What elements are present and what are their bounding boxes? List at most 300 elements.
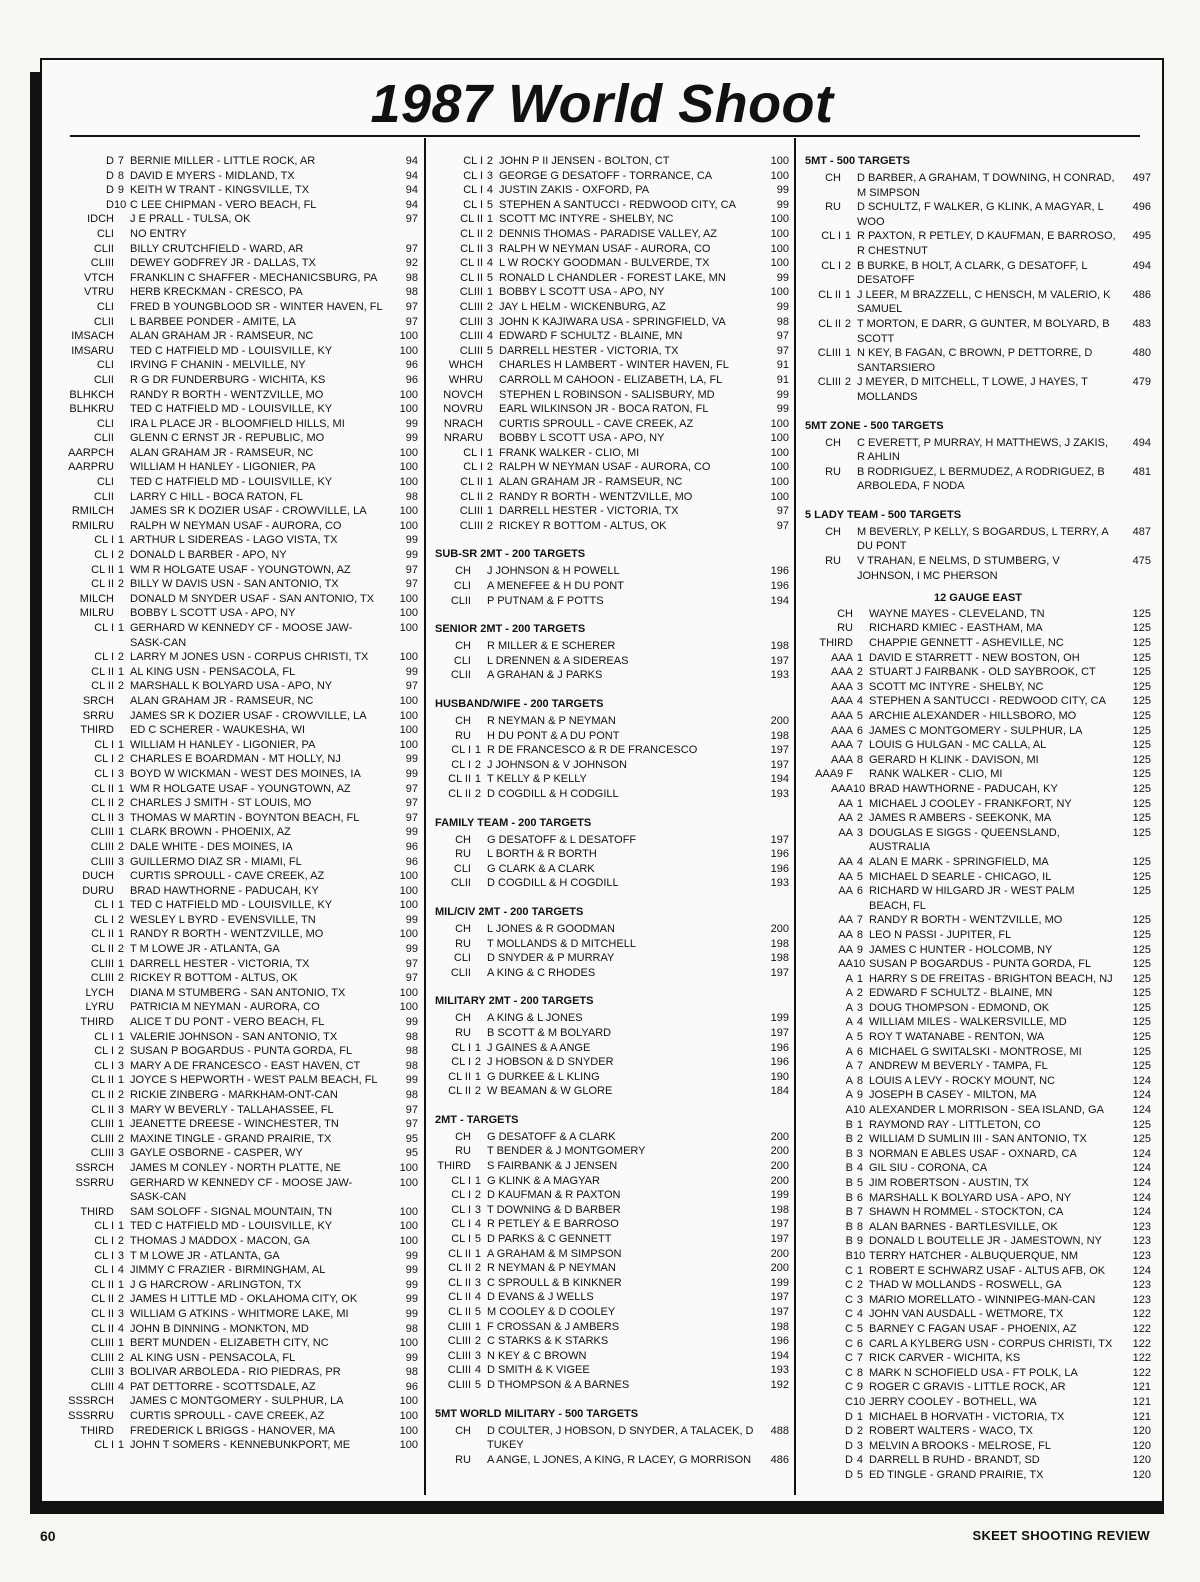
score: 99 xyxy=(405,767,418,780)
result-row xyxy=(435,862,789,877)
place-number: 2 xyxy=(474,1262,481,1275)
class-label: B xyxy=(845,1133,853,1146)
shooter-name: A GRAHAN & J PARKS xyxy=(487,669,603,682)
place-number: 7 xyxy=(117,155,124,167)
shooter-name: R NEYMAN & P NEYMAN xyxy=(487,715,616,727)
class-label: CLIII xyxy=(90,855,114,868)
result-row xyxy=(805,870,1151,885)
class-code xyxy=(805,986,863,1001)
result-row xyxy=(66,1424,418,1439)
result-row xyxy=(435,758,789,773)
place-number: 2 xyxy=(856,812,863,825)
result-row xyxy=(805,229,1151,258)
place-number: 4 xyxy=(486,330,493,343)
place-number: 4 xyxy=(486,257,493,270)
shooter-name: JEANETTE DREESE - WINCHESTER, TN xyxy=(130,1118,339,1131)
class-code xyxy=(66,709,124,724)
result-row xyxy=(435,729,789,744)
score: 100 xyxy=(399,519,418,532)
result-row xyxy=(66,1030,418,1045)
class-label: D xyxy=(106,184,114,197)
result-row xyxy=(435,358,789,373)
class-label: D xyxy=(845,1468,853,1481)
class-label: AAA xyxy=(830,666,853,679)
score: 124 xyxy=(1132,1074,1151,1087)
place-number xyxy=(471,729,481,744)
shooter-name: DARRELL HESTER - VICTORIA, TX xyxy=(499,344,679,357)
result-row xyxy=(66,1161,418,1176)
shooter-name: BOLIVAR ARBOLEDA - RIO PIEDRAS, PR xyxy=(130,1366,341,1379)
event-heading: 5MT ZONE - 500 TARGETS xyxy=(805,419,944,432)
class-code xyxy=(66,563,124,578)
place-number xyxy=(114,227,124,242)
class-code xyxy=(435,1453,481,1468)
class-code xyxy=(66,606,124,621)
event-heading: HUSBAND/WIFE - 200 TARGETS xyxy=(435,698,604,710)
class-label: CLII xyxy=(93,242,114,255)
class-code xyxy=(435,519,493,534)
result-row xyxy=(66,694,418,709)
place-number xyxy=(471,1159,481,1174)
place-number: 10 xyxy=(853,782,866,795)
result-row xyxy=(66,1351,418,1366)
class-label: CLI xyxy=(96,359,114,372)
event-heading: SENIOR 2MT - 200 TARGETS xyxy=(435,623,586,636)
result-row xyxy=(435,1026,789,1041)
score: 96 xyxy=(405,840,418,853)
result-row xyxy=(435,285,789,300)
class-label: A xyxy=(845,1031,853,1044)
place-number: 2 xyxy=(117,840,124,853)
shooter-name: TED C HATFIELD MD - LOUISVILLE, KY xyxy=(130,899,333,912)
shooter-name: AL KING USN - PENSACOLA, FL xyxy=(130,665,296,678)
class-code xyxy=(805,288,851,303)
shooter-name: JIMMY C FRAZIER - BIRMINGHAM, AL xyxy=(130,1264,326,1277)
place-number: 3 xyxy=(856,1147,863,1160)
place-number: 2 xyxy=(844,259,851,272)
place-number: 2 xyxy=(486,519,493,532)
result-row xyxy=(435,847,789,862)
class-code xyxy=(66,212,124,227)
shooter-name: GERARD H KLINK - DAVISON, MI xyxy=(869,753,1039,766)
place-number: 1 xyxy=(474,1041,481,1054)
score: 198 xyxy=(770,729,789,742)
class-code xyxy=(805,738,863,753)
result-row xyxy=(435,198,789,213)
result-row xyxy=(805,884,1151,913)
class-code xyxy=(805,651,863,666)
score: 125 xyxy=(1132,637,1151,650)
class-label: CLI xyxy=(453,862,471,875)
result-row xyxy=(66,242,418,257)
class-label: AAA xyxy=(830,739,853,752)
result-row xyxy=(805,525,1151,554)
score: 120 xyxy=(1132,1454,1151,1467)
class-label: CL II xyxy=(91,1103,114,1116)
place-number: 10 xyxy=(853,1249,866,1262)
shooter-name: J LEER, M BRAZZELL, C HENSCH, M VALERIO, K SAMUEL xyxy=(857,288,1111,316)
class-label: CLIII xyxy=(90,257,114,270)
result-row xyxy=(66,796,418,811)
shooter-name: STUART J FAIRBANK - OLD SAYBROOK, CT xyxy=(869,666,1096,679)
class-code xyxy=(805,913,863,928)
score: 125 xyxy=(1132,768,1151,781)
class-code xyxy=(805,694,863,709)
result-row xyxy=(805,1278,1151,1293)
place-number: 8 xyxy=(856,928,863,941)
event-section xyxy=(805,419,1151,494)
place-number xyxy=(114,475,124,490)
class-code xyxy=(66,183,124,198)
result-row xyxy=(805,811,1151,826)
shooter-name: A ANGE, L JONES, A KING, R LACEY, G MORRISON xyxy=(487,1453,752,1466)
class-label: CL I xyxy=(94,651,114,664)
class-label: CLIII xyxy=(817,376,841,389)
score: 124 xyxy=(1132,1206,1151,1219)
score: 100 xyxy=(399,344,418,357)
shooter-name: ARCHIE ALEXANDER - HILLSBORO, MO xyxy=(869,710,1077,722)
class-label: AA xyxy=(838,943,853,956)
place-number: 4 xyxy=(474,1291,481,1304)
place-number: 5 xyxy=(474,1378,481,1391)
class-label: CLIII xyxy=(90,840,114,853)
class-code xyxy=(66,913,124,928)
place-number xyxy=(114,358,124,373)
class-code xyxy=(66,431,124,446)
result-row xyxy=(66,1219,418,1234)
score: 99 xyxy=(776,388,789,401)
place-number: 2 xyxy=(486,227,493,240)
score: 194 xyxy=(770,773,789,786)
score: 100 xyxy=(399,899,418,912)
class-label: CL II xyxy=(460,271,483,284)
score: 99 xyxy=(405,1293,418,1306)
class-code xyxy=(66,1336,124,1351)
class-code xyxy=(435,431,493,446)
shooter-name: SUSAN P BOGARDUS - PUNTA GORDA, FL xyxy=(130,1045,353,1058)
shooter-name: BOBBY L SCOTT USA - APO, NY xyxy=(130,607,296,620)
class-code xyxy=(66,1132,124,1147)
class-label: AA xyxy=(838,885,853,898)
score: 99 xyxy=(405,1278,418,1291)
place-number xyxy=(114,884,124,899)
score: 100 xyxy=(399,709,418,722)
class-code xyxy=(66,1030,124,1045)
score: 98 xyxy=(405,1322,418,1335)
result-row xyxy=(66,1176,418,1205)
place-number xyxy=(114,431,124,446)
class-code xyxy=(805,465,851,480)
result-row xyxy=(66,490,418,505)
place-number: 2 xyxy=(117,797,124,810)
shooter-name: VALERIE JOHNSON - SAN ANTONIO, TX xyxy=(130,1030,338,1043)
place-number: 3 xyxy=(117,767,124,780)
class-label: CH xyxy=(455,1424,471,1437)
place-number: 1 xyxy=(117,957,124,970)
result-row xyxy=(66,665,418,680)
score: 486 xyxy=(1132,288,1151,301)
score: 199 xyxy=(770,1012,789,1025)
event-heading: SUB-SR 2MT - 200 TARGETS xyxy=(435,548,586,561)
score: 100 xyxy=(770,432,789,445)
place-number: 5 xyxy=(856,1177,863,1189)
result-row xyxy=(435,519,789,534)
shooter-name: BARNEY C FAGAN USAF - PHOENIX, AZ xyxy=(869,1322,1077,1335)
score: 100 xyxy=(770,213,789,226)
score: 95 xyxy=(405,1147,418,1160)
shooter-name: ANDREW M BEVERLY - TAMPA, FL xyxy=(869,1060,1048,1073)
class-code xyxy=(805,1322,863,1337)
shooter-name: JOHN K KAJIWARA USA - SPRINGFIELD, VA xyxy=(499,315,726,328)
class-label: VTRU xyxy=(84,286,114,299)
shooter-name: W BEAMAN & W GLORE xyxy=(487,1085,613,1098)
score: 121 xyxy=(1132,1410,1151,1423)
shooter-name: FRANKLIN C SHAFFER - MECHANICSBURG, PA xyxy=(130,271,378,284)
shooter-name: TED C HATFIELD MD - LOUISVILLE, KY xyxy=(130,1220,333,1233)
class-label: CLII xyxy=(93,490,114,503)
result-row xyxy=(805,1293,1151,1308)
score: 125 xyxy=(1132,1060,1151,1073)
shooter-name: RANDY R BORTH - WENTZVILLE, MO xyxy=(869,914,1063,927)
result-row xyxy=(435,1084,789,1099)
place-number: 4 xyxy=(486,184,493,197)
score: 125 xyxy=(1132,695,1151,708)
shooter-name: BOYD W WICKMAN - WEST DES MOINES, IA xyxy=(130,767,361,780)
result-row xyxy=(435,169,789,184)
result-row xyxy=(435,1055,789,1070)
shooter-name: D EVANS & J WELLS xyxy=(487,1291,594,1304)
score: 122 xyxy=(1132,1366,1151,1379)
class-code xyxy=(435,729,481,744)
class-code xyxy=(66,504,124,519)
score: 197 xyxy=(770,1026,789,1039)
result-row xyxy=(66,212,418,227)
shooter-name: ALEXANDER L MORRISON - SEA ISLAND, GA xyxy=(869,1104,1104,1117)
class-label: CL I xyxy=(451,1041,471,1054)
result-row xyxy=(435,388,789,403)
result-row xyxy=(66,1103,418,1118)
shooter-name: MELVIN A BROOKS - MELROSE, FL xyxy=(869,1439,1051,1452)
place-number: 1 xyxy=(856,1264,863,1277)
class-code xyxy=(805,1074,863,1089)
class-code xyxy=(66,840,124,855)
score: 100 xyxy=(399,1410,418,1423)
result-row xyxy=(66,986,418,1001)
shooter-name: C EVERETT, P MURRAY, H MATTHEWS, J ZAKIS, R AHLIN xyxy=(857,436,1108,464)
class-code xyxy=(805,870,863,885)
place-number: 7 xyxy=(856,914,863,927)
result-row xyxy=(805,665,1151,680)
score: 99 xyxy=(405,1249,418,1262)
score: 100 xyxy=(399,651,418,664)
shooter-name: CURTIS SPROULL - CAVE CREEK, AZ xyxy=(130,870,325,883)
shooter-name: LOUIS G HULGAN - MC CALLA, AL xyxy=(869,739,1047,752)
shooter-name: CURTIS SPROULL - CAVE CREEK, AZ xyxy=(130,1410,325,1423)
score: 194 xyxy=(770,1349,789,1362)
shooter-name: KEITH W TRANT - KINGSVILLE, TX xyxy=(130,184,310,197)
shooter-name: FREDERICK L BRIGGS - HANOVER, MA xyxy=(130,1424,335,1437)
class-code xyxy=(66,1278,124,1293)
class-code xyxy=(435,772,481,787)
class-label: A xyxy=(845,1089,853,1102)
result-row xyxy=(805,1337,1151,1352)
score: 200 xyxy=(770,1247,789,1260)
result-row xyxy=(805,1176,1151,1191)
score: 100 xyxy=(770,417,789,430)
shooter-name: RICKEY R BOTTOM - ALTUS, OK xyxy=(499,519,667,532)
shooter-name: ALAN GRAHAM JR - RAMSEUR, NC xyxy=(130,330,314,343)
place-number xyxy=(114,256,124,271)
class-label: CH xyxy=(825,525,841,538)
score: 125 xyxy=(1132,928,1151,941)
shooter-name: ALAN GRAHAM JR - RAMSEUR, NC xyxy=(499,476,683,489)
class-label: RU xyxy=(825,201,841,214)
class-code xyxy=(805,826,863,841)
score: 100 xyxy=(770,257,789,270)
class-label: CLIII xyxy=(90,1132,114,1145)
place-number: 1 xyxy=(474,1247,481,1260)
result-row xyxy=(66,869,418,884)
result-row xyxy=(805,1322,1151,1337)
result-row xyxy=(66,519,418,534)
class-label: SSSRRU xyxy=(68,1410,114,1423)
class-code xyxy=(66,825,124,840)
score: 99 xyxy=(405,534,418,547)
score: 120 xyxy=(1132,1468,1151,1481)
shooter-name: T KELLY & P KELLY xyxy=(487,773,587,786)
result-row xyxy=(66,1234,418,1249)
event-section xyxy=(435,1407,789,1468)
class-code xyxy=(66,957,124,972)
result-row xyxy=(66,563,418,578)
class-label: CH xyxy=(455,1012,471,1025)
result-row xyxy=(435,951,789,966)
class-label: CL I xyxy=(94,738,114,751)
result-row xyxy=(435,787,789,802)
result-row xyxy=(435,446,789,461)
shooter-name: D COULTER, J HOBSON, D SNYDER, A TALACEK, D TUKEY xyxy=(487,1424,754,1452)
class-label: CL I xyxy=(451,758,471,771)
place-number xyxy=(114,344,124,359)
result-row xyxy=(805,1307,1151,1322)
score: 198 xyxy=(770,1203,789,1216)
result-row xyxy=(66,1380,418,1395)
class-label: AAA xyxy=(830,695,853,708)
place-number xyxy=(114,1394,124,1409)
score: 122 xyxy=(1132,1352,1151,1365)
score: 196 xyxy=(770,565,789,578)
place-number: 5 xyxy=(856,1468,863,1481)
result-row xyxy=(805,724,1151,739)
shooter-name: RAYMOND RAY - LITTLETON, CO xyxy=(869,1118,1041,1131)
score: 100 xyxy=(399,1234,418,1247)
result-row xyxy=(66,1146,418,1161)
class-code xyxy=(435,285,493,300)
place-number xyxy=(471,951,481,966)
class-label: AA xyxy=(838,870,853,883)
result-row xyxy=(435,937,789,952)
shooter-name: ALAN GRAHAM JR - RAMSEUR, NC xyxy=(130,694,314,707)
result-row xyxy=(66,927,418,942)
shooter-name: DONALD L BARBER - APO, NY xyxy=(130,549,287,562)
shooter-name: DONALD M SNYDER USAF - SAN ANTONIO, TX xyxy=(130,592,375,605)
shooter-name: C STARKS & K STARKS xyxy=(487,1335,609,1348)
result-row xyxy=(66,285,418,300)
class-code xyxy=(435,862,481,877)
shooter-name: R G DR FUNDERBURG - WICHITA, KS xyxy=(130,373,326,386)
place-number: 2 xyxy=(117,578,124,591)
result-row xyxy=(66,1249,418,1264)
result-row xyxy=(805,1088,1151,1103)
shooter-name: TED C HATFIELD MD - LOUISVILLE, KY xyxy=(130,403,333,416)
class-label: CLI xyxy=(453,952,471,965)
score: 200 xyxy=(770,1145,789,1158)
result-row xyxy=(66,709,418,724)
class-label: C xyxy=(845,1395,853,1408)
score: 97 xyxy=(405,242,418,255)
place-number: 3 xyxy=(474,1203,481,1216)
place-number: 3 xyxy=(117,1307,124,1320)
class-code xyxy=(805,1249,866,1264)
shooter-name: G DESATOFF & L DESATOFF xyxy=(487,833,637,846)
class-code xyxy=(66,1117,124,1132)
class-code xyxy=(805,1103,866,1118)
class-label: CL I xyxy=(94,549,114,562)
class-code xyxy=(66,1438,124,1453)
shooter-name: D SCHULTZ, F WALKER, G KLINK, A MAGYAR, L WOO xyxy=(857,201,1104,228)
class-label: CL II xyxy=(448,1085,471,1098)
shooter-name: GEORGE G DESATOFF - TORRANCE, CA xyxy=(499,169,713,182)
class-code xyxy=(66,811,124,826)
score: 125 xyxy=(1132,1001,1151,1014)
score: 200 xyxy=(770,1160,789,1173)
place-number xyxy=(114,694,124,709)
place-number: 2 xyxy=(117,1234,124,1247)
score: 98 xyxy=(405,271,418,284)
class-label: CL I xyxy=(451,1233,471,1246)
class-code xyxy=(805,200,851,215)
place-number: 2 xyxy=(117,972,124,985)
score: 97 xyxy=(405,315,418,328)
place-number: 1 xyxy=(117,1220,124,1233)
class-code xyxy=(435,1378,481,1393)
place-number xyxy=(114,271,124,286)
shooter-name: WILLIAM MILES - WALKERSVILLE, MD xyxy=(869,1016,1067,1029)
class-code xyxy=(66,679,124,694)
class-label: CL II xyxy=(448,1247,471,1260)
event-heading: FAMILY TEAM - 200 TARGETS xyxy=(435,816,592,829)
result-row xyxy=(66,606,418,621)
place-number: 8 xyxy=(856,1220,863,1233)
shooter-name: M BEVERLY, P KELLY, S BOGARDUS, L TERRY, A DU PONT xyxy=(857,525,1109,553)
class-label: RU xyxy=(455,1453,471,1466)
class-label: CLII xyxy=(93,373,114,386)
place-number: 4 xyxy=(856,1162,863,1175)
place-number xyxy=(471,1011,481,1026)
score: 121 xyxy=(1132,1395,1151,1408)
class-label: CLIII xyxy=(447,1320,471,1333)
result-row xyxy=(66,1044,418,1059)
score: 125 xyxy=(1132,1016,1151,1029)
column-divider-2 xyxy=(794,138,796,1495)
place-number xyxy=(114,1161,124,1176)
shooter-name: CLARK BROWN - PHOENIX, AZ xyxy=(130,826,291,839)
class-code xyxy=(66,1015,124,1030)
place-number xyxy=(483,431,493,446)
class-label: CL II xyxy=(91,578,114,591)
class-code xyxy=(805,665,863,680)
publication-name: SKEET SHOOTING REVIEW xyxy=(972,1528,1150,1543)
